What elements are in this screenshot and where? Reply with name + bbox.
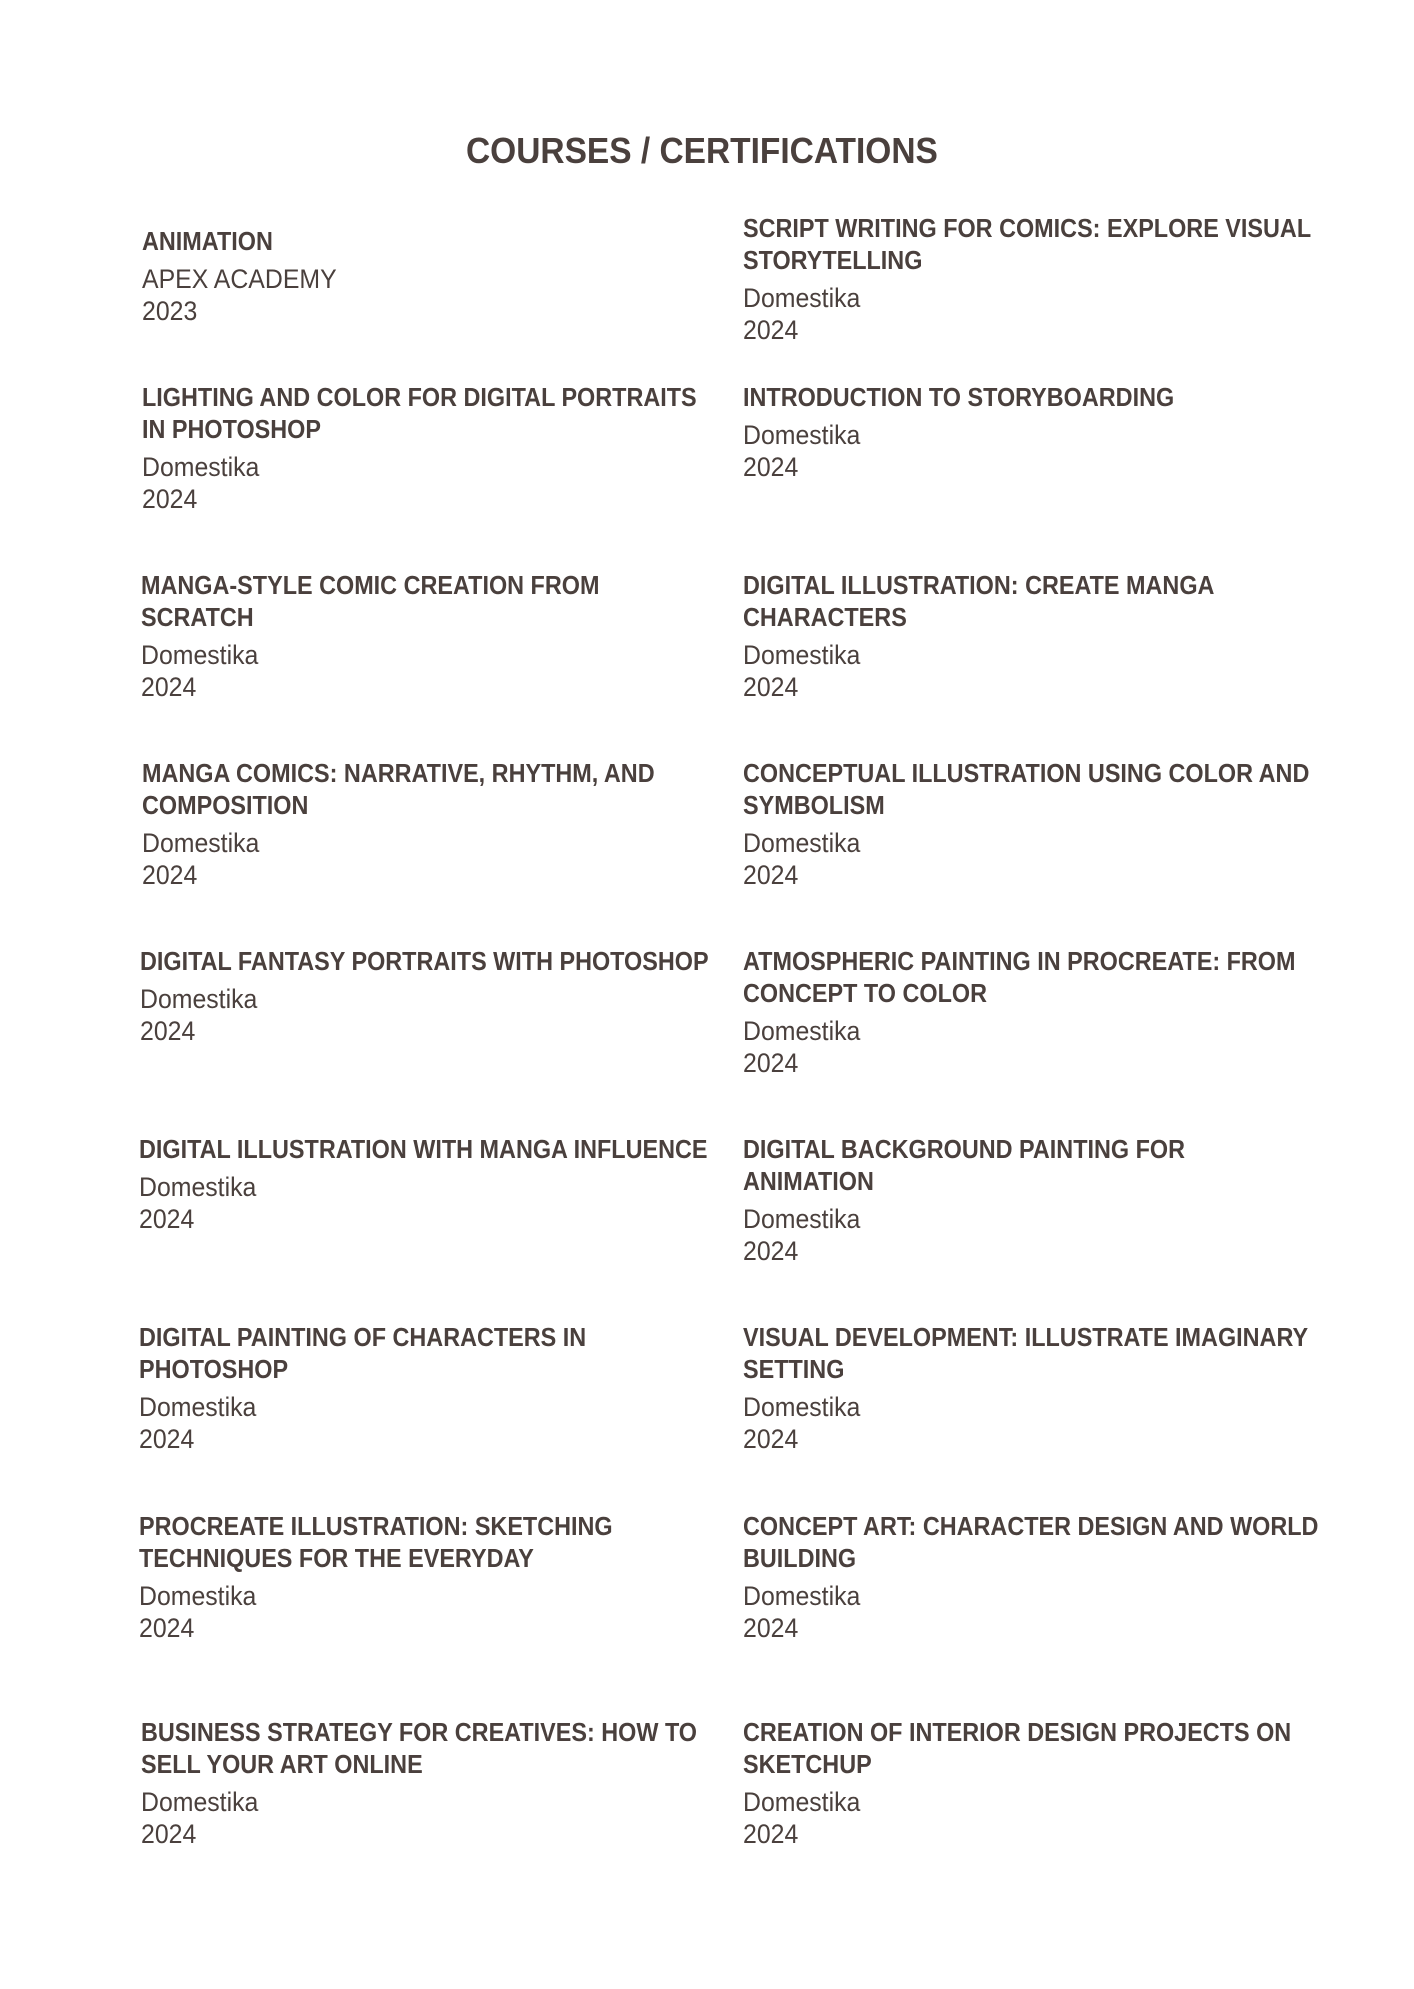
course-title: DIGITAL BACKGROUND PAINTING FOR ANIMATION	[743, 1134, 1185, 1196]
course-title: LIGHTING AND COLOR FOR DIGITAL PORTRAITS IN PHOTOSHOP	[142, 382, 697, 444]
course-year: 2024	[141, 1819, 197, 1849]
course-entry	[743, 212, 1318, 346]
course-provider: Domestika	[743, 1392, 861, 1422]
course-title: SCRIPT WRITING FOR COMICS: EXPLORE VISUAL STORYTELLING	[743, 213, 1311, 275]
course-provider: APEX ACADEMY	[142, 264, 337, 294]
course-title: INTRODUCTION TO STORYBOARDING	[743, 382, 1175, 412]
course-year: 2024	[139, 1204, 195, 1234]
course-provider: Domestika	[743, 283, 861, 313]
course-year: 2024	[142, 860, 198, 890]
course-year: 2024	[743, 1236, 799, 1266]
course-year: 2024	[743, 1613, 799, 1643]
course-provider: Domestika	[139, 1392, 257, 1422]
course-entry	[140, 945, 715, 1047]
course-title: ANIMATION	[142, 226, 273, 256]
course-year: 2024	[139, 1613, 195, 1643]
course-provider: Domestika	[743, 828, 861, 858]
course-provider: Domestika	[141, 1787, 259, 1817]
course-title: CREATION OF INTERIOR DESIGN PROJECTS ON SKETCHUP	[743, 1717, 1292, 1779]
course-entry	[743, 569, 1318, 703]
course-provider: Domestika	[139, 1172, 257, 1202]
course-title: BUSINESS STRATEGY FOR CREATIVES: HOW TO SELL YOUR ART ONLINE	[141, 1717, 698, 1779]
course-provider: Domestika	[743, 640, 861, 670]
course-year: 2024	[743, 1424, 799, 1454]
course-title: MANGA-STYLE COMIC CREATION FROM SCRATCH	[141, 570, 600, 632]
course-year: 2024	[743, 1048, 799, 1078]
course-year: 2024	[743, 860, 799, 890]
course-title: DIGITAL FANTASY PORTRAITS WITH PHOTOSHOP	[140, 946, 709, 976]
course-year: 2024	[743, 672, 799, 702]
course-year: 2023	[142, 296, 198, 326]
course-year: 2024	[141, 672, 197, 702]
course-title: DIGITAL ILLUSTRATION: CREATE MANGA CHARACTERS	[743, 570, 1214, 632]
course-entry	[141, 569, 716, 703]
course-year: 2024	[140, 1016, 196, 1046]
course-title: VISUAL DEVELOPMENT: ILLUSTRATE IMAGINARY SETTING	[743, 1322, 1308, 1384]
course-provider: Domestika	[743, 1787, 861, 1817]
course-title: PROCREATE ILLUSTRATION: SKETCHING TECHNIQUES FOR THE EVERYDAY	[139, 1511, 613, 1573]
course-entry	[139, 1133, 714, 1235]
course-provider: Domestika	[743, 420, 861, 450]
course-provider: Domestika	[743, 1581, 861, 1611]
course-provider: Domestika	[141, 640, 259, 670]
course-title: ATMOSPHERIC PAINTING IN PROCREATE: FROM CONCEPT TO COLOR	[743, 946, 1296, 1008]
course-title: DIGITAL ILLUSTRATION WITH MANGA INFLUENCE	[139, 1134, 708, 1164]
course-entry	[142, 225, 717, 327]
course-provider: Domestika	[142, 828, 260, 858]
course-year: 2024	[743, 452, 799, 482]
course-title: DIGITAL PAINTING OF CHARACTERS IN PHOTOSHOP	[139, 1322, 587, 1384]
course-provider: Domestika	[743, 1016, 861, 1046]
course-title: CONCEPT ART: CHARACTER DESIGN AND WORLD BUILDING	[743, 1511, 1319, 1573]
course-entry	[743, 1321, 1318, 1455]
course-entry	[743, 945, 1318, 1079]
course-title: CONCEPTUAL ILLUSTRATION USING COLOR AND SYMBOLISM	[743, 758, 1310, 820]
course-provider: Domestika	[140, 984, 258, 1014]
course-provider: Domestika	[139, 1581, 257, 1611]
course-entry	[142, 757, 717, 891]
course-title: MANGA COMICS: NARRATIVE, RHYTHM, AND COMPOSITION	[142, 758, 655, 820]
course-year: 2024	[139, 1424, 195, 1454]
course-year: 2024	[142, 484, 198, 514]
course-entry	[142, 381, 717, 515]
course-entry	[743, 1510, 1318, 1644]
course-entry	[743, 1133, 1318, 1267]
course-provider: Domestika	[743, 1204, 861, 1234]
course-entry	[139, 1321, 714, 1455]
course-entry	[141, 1716, 716, 1850]
course-entry	[743, 757, 1318, 891]
course-provider: Domestika	[142, 452, 260, 482]
page-title: COURSES / CERTIFICATIONS	[466, 130, 938, 171]
course-entry	[743, 1716, 1318, 1850]
course-year: 2024	[743, 315, 799, 345]
course-entry	[743, 381, 1318, 483]
course-year: 2024	[743, 1819, 799, 1849]
course-entry	[139, 1510, 714, 1644]
